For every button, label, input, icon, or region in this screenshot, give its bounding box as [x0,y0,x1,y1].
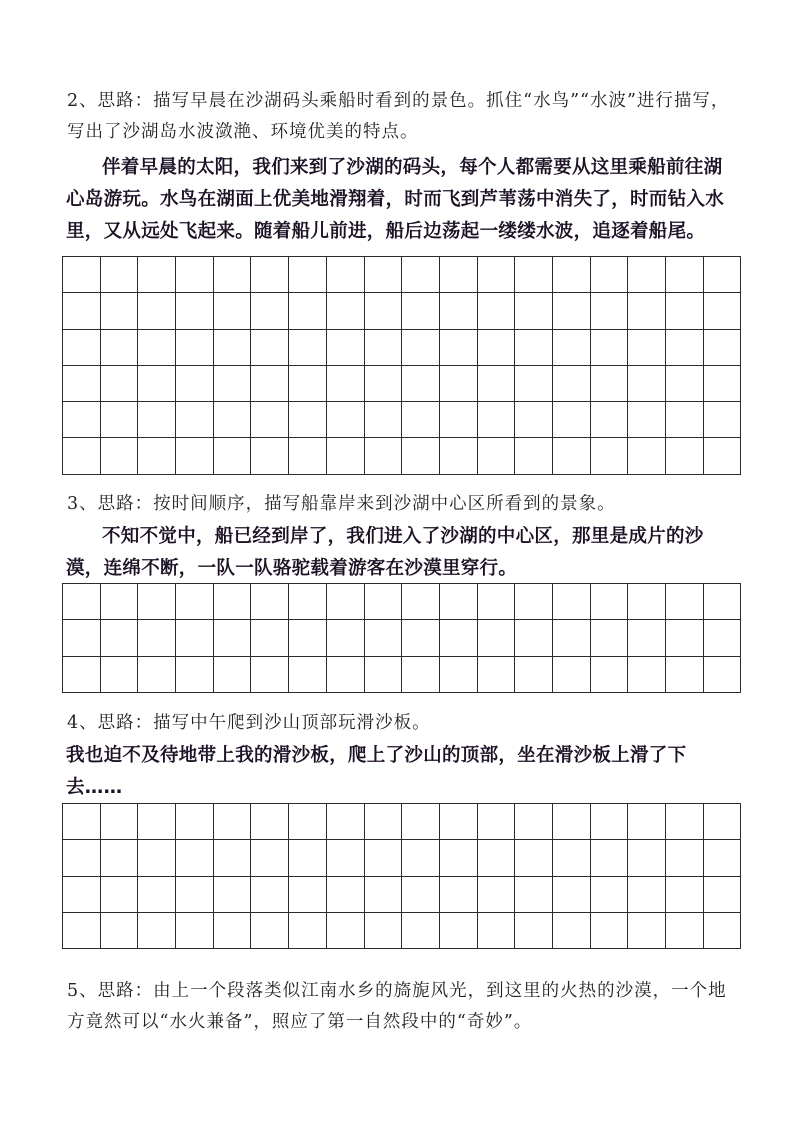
grid-cell[interactable] [515,293,553,329]
grid-cell[interactable] [703,912,741,948]
grid-cell[interactable] [590,912,628,948]
grid-cell[interactable] [251,438,289,474]
grid-cell[interactable] [138,293,176,329]
grid-cell[interactable] [364,329,402,365]
grid-cell[interactable] [628,840,666,876]
grid-cell[interactable] [63,293,101,329]
grid-cell[interactable] [326,329,364,365]
grid-cell[interactable] [439,257,477,293]
grid-cell[interactable] [515,656,553,692]
grid-cell[interactable] [477,402,515,438]
grid-cell[interactable] [402,840,440,876]
grid-cell[interactable] [402,804,440,840]
grid-cell[interactable] [477,438,515,474]
grid-cell[interactable] [176,912,214,948]
grid-cell[interactable] [590,402,628,438]
grid-cell[interactable] [402,293,440,329]
grid-cell[interactable] [590,620,628,656]
grid-cell[interactable] [364,840,402,876]
grid-cell[interactable] [213,402,251,438]
grid-row [63,804,741,840]
grid-cell[interactable] [439,876,477,912]
grid-cell[interactable] [703,804,741,840]
grid-cell[interactable] [326,402,364,438]
grid-cell[interactable] [590,365,628,401]
grid-cell[interactable] [289,656,327,692]
grid-cell[interactable] [552,912,590,948]
grid-cell[interactable] [176,620,214,656]
grid-cell[interactable] [138,876,176,912]
grid-row [63,840,741,876]
grid-cell[interactable] [703,329,741,365]
grid-row [63,402,741,438]
grid-cell[interactable] [213,584,251,620]
grid-cell[interactable] [552,620,590,656]
grid-cell[interactable] [63,656,101,692]
hint-4: 4、思路：描写中午爬到沙山顶部玩滑沙板。 [67,713,431,733]
grid-cell[interactable] [251,840,289,876]
grid-cell[interactable] [477,365,515,401]
writing-grid-3[interactable] [62,583,741,693]
grid-cell[interactable] [666,402,704,438]
grid-row [63,293,741,329]
grid-cell[interactable] [590,329,628,365]
grid-cell[interactable] [326,804,364,840]
grid-cell[interactable] [439,912,477,948]
grid-cell[interactable] [63,438,101,474]
grid-cell[interactable] [176,804,214,840]
grid-cell[interactable] [100,656,138,692]
grid-cell[interactable] [251,876,289,912]
grid-cell[interactable] [364,912,402,948]
grid-cell[interactable] [666,329,704,365]
grid-cell[interactable] [63,620,101,656]
grid-cell[interactable] [138,584,176,620]
grid-cell[interactable] [251,584,289,620]
grid-cell[interactable] [138,656,176,692]
grid-cell[interactable] [326,620,364,656]
writing-grid-4[interactable] [62,803,741,949]
grid-cell[interactable] [326,365,364,401]
grid-cell[interactable] [138,620,176,656]
grid-cell[interactable] [666,656,704,692]
grid-cell[interactable] [515,804,553,840]
grid-cell[interactable] [364,876,402,912]
grid-cell[interactable] [552,876,590,912]
grid-cell[interactable] [326,584,364,620]
grid-cell[interactable] [628,365,666,401]
grid-cell[interactable] [364,656,402,692]
grid-cell[interactable] [176,656,214,692]
grid-cell[interactable] [100,876,138,912]
grid-cell[interactable] [628,438,666,474]
grid-cell[interactable] [666,840,704,876]
grid-cell[interactable] [628,912,666,948]
grid-cell[interactable] [666,876,704,912]
grid-cell[interactable] [251,620,289,656]
grid-cell[interactable] [251,656,289,692]
grid-cell[interactable] [213,840,251,876]
grid-cell[interactable] [477,876,515,912]
grid-cell[interactable] [63,257,101,293]
grid-cell[interactable] [289,293,327,329]
grid-cell[interactable] [439,329,477,365]
grid-cell[interactable] [100,840,138,876]
grid-cell[interactable] [100,402,138,438]
grid-cell[interactable] [477,329,515,365]
grid-cell[interactable] [364,402,402,438]
grid-cell[interactable] [402,402,440,438]
grid-cell[interactable] [703,257,741,293]
grid-cell[interactable] [477,584,515,620]
grid-cell[interactable] [703,402,741,438]
grid-cell[interactable] [289,257,327,293]
grid-cell[interactable] [552,402,590,438]
grid-cell[interactable] [176,257,214,293]
grid-cell[interactable] [138,365,176,401]
grid-cell[interactable] [63,402,101,438]
grid-cell[interactable] [439,804,477,840]
grid-cell[interactable] [100,257,138,293]
grid-cell[interactable] [402,329,440,365]
grid-cell[interactable] [515,365,553,401]
grid-cell[interactable] [439,656,477,692]
grid-cell[interactable] [439,365,477,401]
grid-cell[interactable] [703,438,741,474]
grid-cell[interactable] [138,329,176,365]
grid-cell[interactable] [364,438,402,474]
grid-cell[interactable] [364,620,402,656]
grid-cell[interactable] [515,438,553,474]
grid-cell[interactable] [251,912,289,948]
grid-cell[interactable] [138,804,176,840]
grid-cell[interactable] [213,293,251,329]
grid-cell[interactable] [213,438,251,474]
grid-row [63,365,741,401]
grid-cell[interactable] [289,840,327,876]
hint-2: 2、思路：描写早晨在沙湖码头乘船时看到的景色。抓住“水鸟”“水波”进行描写，写出了沙湖岛水波潋滟、环境优美的特点。 [67,91,730,142]
grid-cell[interactable] [590,656,628,692]
grid-cell[interactable] [63,329,101,365]
grid-cell[interactable] [515,840,553,876]
grid-cell[interactable] [138,840,176,876]
grid-cell[interactable] [289,804,327,840]
grid-cell[interactable] [326,438,364,474]
grid-cell[interactable] [590,876,628,912]
grid-cell[interactable] [213,257,251,293]
grid-cell[interactable] [439,840,477,876]
grid-cell[interactable] [63,840,101,876]
grid-cell[interactable] [100,620,138,656]
grid-cell[interactable] [703,840,741,876]
grid-cell[interactable] [176,402,214,438]
grid-row [63,876,741,912]
grid-cell[interactable] [590,804,628,840]
grid-cell[interactable] [213,876,251,912]
grid-cell[interactable] [289,329,327,365]
grid-cell[interactable] [213,620,251,656]
grid-cell[interactable] [552,365,590,401]
grid-cell[interactable] [176,840,214,876]
grid-cell[interactable] [364,804,402,840]
grid-cell[interactable] [63,804,101,840]
grid-cell[interactable] [326,876,364,912]
grid-cell[interactable] [251,257,289,293]
grid-cell[interactable] [176,293,214,329]
hint-5: 5、思路：由上一个段落类似江南水乡的旖旎风光，到这里的火热的沙漠，一个地方竟然可以“水火兼备”，照应了第一自然段中的“奇妙”。 [67,981,727,1032]
grid-cell[interactable] [477,656,515,692]
grid-cell[interactable] [666,293,704,329]
grid-cell[interactable] [100,365,138,401]
grid-cell[interactable] [100,804,138,840]
grid-cell[interactable] [628,620,666,656]
grid-cell[interactable] [439,438,477,474]
grid-cell[interactable] [439,293,477,329]
grid-cell[interactable] [289,438,327,474]
grid-cell[interactable] [63,584,101,620]
grid-cell[interactable] [176,438,214,474]
grid-cell[interactable] [552,257,590,293]
grid-cell[interactable] [364,293,402,329]
grid-cell[interactable] [402,438,440,474]
grid-cell[interactable] [402,876,440,912]
grid-cell[interactable] [552,840,590,876]
grid-cell[interactable] [364,584,402,620]
grid-cell[interactable] [666,912,704,948]
grid-cell[interactable] [326,912,364,948]
grid-cell[interactable] [666,438,704,474]
grid-cell[interactable] [628,876,666,912]
grid-cell[interactable] [590,840,628,876]
grid-cell[interactable] [63,876,101,912]
grid-cell[interactable] [213,329,251,365]
grid-cell[interactable] [628,804,666,840]
grid-cell[interactable] [552,438,590,474]
grid-cell[interactable] [703,293,741,329]
grid-cell[interactable] [552,329,590,365]
grid-cell[interactable] [628,293,666,329]
grid-row [63,584,741,620]
grid-cell[interactable] [63,912,101,948]
grid-cell[interactable] [326,293,364,329]
grid-cell[interactable] [176,876,214,912]
grid-cell[interactable] [289,912,327,948]
grid-cell[interactable] [289,402,327,438]
grid-cell[interactable] [402,257,440,293]
grid-cell[interactable] [251,365,289,401]
grid-cell[interactable] [100,438,138,474]
grid-cell[interactable] [515,257,553,293]
grid-cell[interactable] [402,620,440,656]
grid-cell[interactable] [552,804,590,840]
grid-cell[interactable] [100,584,138,620]
grid-cell[interactable] [552,656,590,692]
passage-4: 我也迫不及待地带上我的滑沙板，爬上了沙山的顶部，坐在滑沙板上滑了下去…… [66,745,687,798]
grid-cell[interactable] [703,876,741,912]
grid-cell[interactable] [628,329,666,365]
grid-cell[interactable] [515,620,553,656]
grid-cell[interactable] [326,257,364,293]
grid-cell[interactable] [364,365,402,401]
grid-row [63,656,741,692]
grid-cell[interactable] [590,293,628,329]
grid-cell[interactable] [63,365,101,401]
grid-cell[interactable] [439,584,477,620]
passage-3: 不知不觉中，船已经到岸了，我们进入了沙湖的中心区，那里是成片的沙漠，连绵不断，一队一队骆驼载着游客在沙漠里穿行。 [66,526,704,579]
grid-cell[interactable] [515,329,553,365]
grid-cell[interactable] [251,804,289,840]
grid-cell[interactable] [100,329,138,365]
grid-cell[interactable] [402,365,440,401]
grid-cell[interactable] [402,584,440,620]
grid-row [63,438,741,474]
grid-cell[interactable] [590,584,628,620]
grid-cell[interactable] [590,438,628,474]
grid-cell[interactable] [628,257,666,293]
grid-cell[interactable] [326,656,364,692]
grid-cell[interactable] [402,912,440,948]
grid-cell[interactable] [138,438,176,474]
passage-2: 伴着早晨的太阳，我们来到了沙湖的码头，每个人都需要从这里乘船前往湖心岛游玩。水鸟在湖面上优美地滑翔着，时而飞到芦苇荡中消失了，时而钻入水里，又从远处飞起来。随着船儿前进，船后边荡起一缕缕水波，追逐着船尾。 [66,157,725,242]
grid-cell[interactable] [289,876,327,912]
grid-cell[interactable] [402,656,440,692]
grid-cell[interactable] [666,257,704,293]
grid-cell[interactable] [100,293,138,329]
grid-cell[interactable] [138,257,176,293]
grid-cell[interactable] [289,365,327,401]
grid-cell[interactable] [477,293,515,329]
grid-cell[interactable] [138,402,176,438]
grid-cell[interactable] [477,840,515,876]
grid-cell[interactable] [289,584,327,620]
grid-cell[interactable] [515,584,553,620]
grid-cell[interactable] [628,402,666,438]
grid-cell[interactable] [213,365,251,401]
grid-cell[interactable] [703,584,741,620]
grid-cell[interactable] [666,584,704,620]
grid-row [63,620,741,656]
grid-cell[interactable] [477,912,515,948]
grid-cell[interactable] [666,620,704,656]
grid-cell[interactable] [326,840,364,876]
grid-cell[interactable] [289,620,327,656]
grid-cell[interactable] [251,402,289,438]
grid-cell[interactable] [477,804,515,840]
grid-cell[interactable] [176,584,214,620]
grid-cell[interactable] [515,402,553,438]
grid-cell[interactable] [515,912,553,948]
grid-cell[interactable] [552,293,590,329]
grid-cell[interactable] [138,912,176,948]
grid-cell[interactable] [251,293,289,329]
grid-cell[interactable] [251,329,289,365]
grid-row [63,912,741,948]
grid-cell[interactable] [439,620,477,656]
grid-cell[interactable] [439,402,477,438]
grid-cell[interactable] [666,804,704,840]
grid-cell[interactable] [176,329,214,365]
writing-grid-2[interactable] [62,256,741,475]
grid-cell[interactable] [552,584,590,620]
grid-cell[interactable] [703,656,741,692]
grid-cell[interactable] [364,257,402,293]
grid-cell[interactable] [515,876,553,912]
grid-cell[interactable] [213,912,251,948]
grid-cell[interactable] [213,656,251,692]
grid-cell[interactable] [590,257,628,293]
grid-cell[interactable] [703,620,741,656]
grid-cell[interactable] [477,257,515,293]
grid-cell[interactable] [628,656,666,692]
grid-cell[interactable] [628,584,666,620]
grid-cell[interactable] [703,365,741,401]
grid-cell[interactable] [213,804,251,840]
grid-cell[interactable] [477,620,515,656]
grid-row [63,257,741,293]
grid-cell[interactable] [176,365,214,401]
grid-cell[interactable] [666,365,704,401]
grid-cell[interactable] [100,912,138,948]
grid-row [63,329,741,365]
hint-3: 3、思路：按时间顺序，描写船靠岸来到沙湖中心区所看到的景象。 [67,494,616,514]
